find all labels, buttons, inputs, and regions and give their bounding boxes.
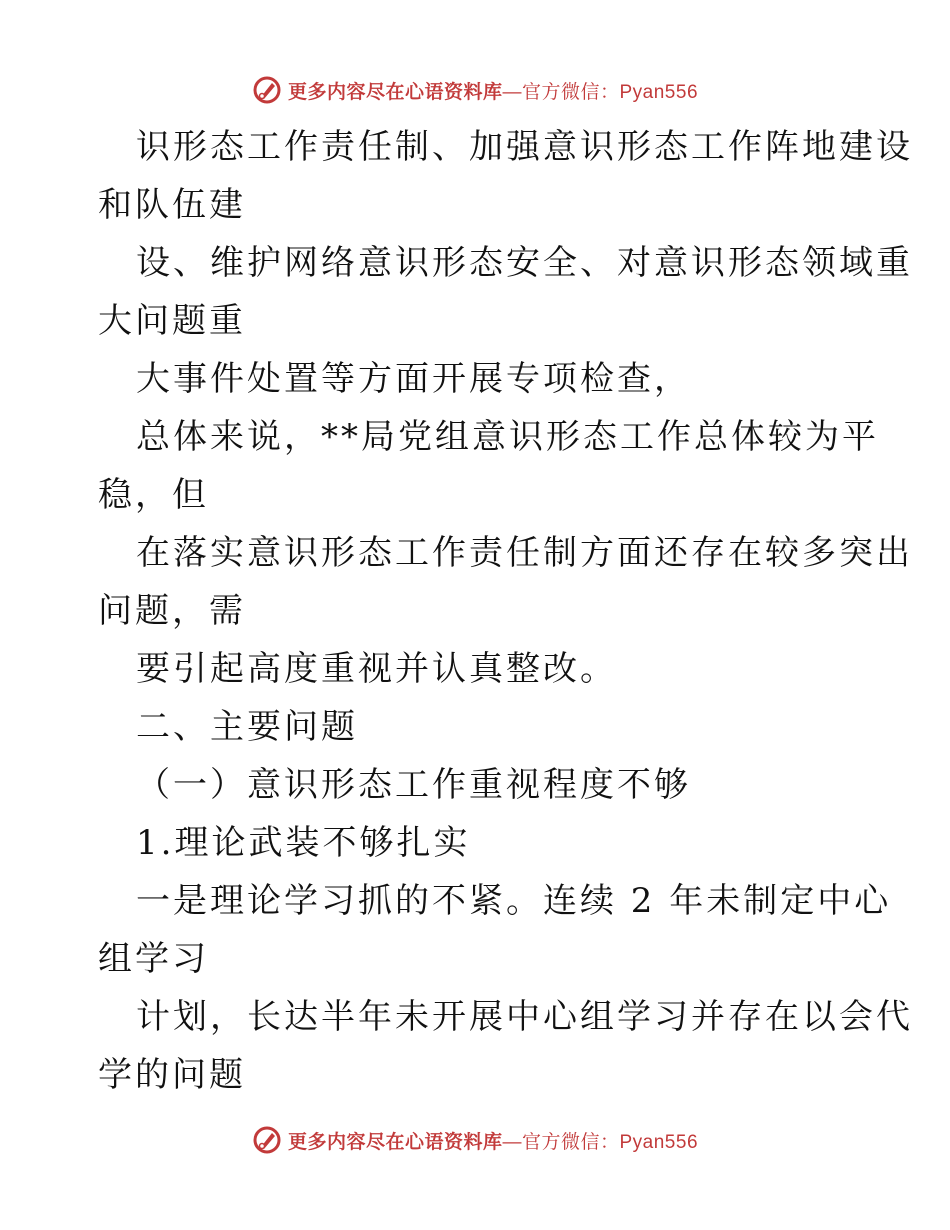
text-line: 一是理论学习抓的不紧。连续 2 年未制定中心 [136, 881, 892, 921]
watermark-wechat-text: —官方微信：Pyan556 [502, 1131, 699, 1153]
watermark-wechat-text: —官方微信：Pyan556 [502, 81, 699, 103]
text-line: 计划，长达半年未开展中心组学习并存在以会代 [136, 997, 913, 1037]
text-line: 识形态工作责任制、加强意识形态工作阵地建设 [136, 127, 913, 167]
header-watermark [0, 70, 950, 110]
footer-watermark [0, 1120, 950, 1160]
text-line: 和队伍建 [98, 185, 246, 225]
brush-pen-logo-icon [252, 1125, 282, 1155]
brush-pen-logo-icon [252, 75, 282, 105]
text-line: 在落实意识形态工作责任制方面还存在较多突出 [136, 533, 913, 573]
text-line: 问题，需 [98, 591, 246, 631]
watermark-brand-text: 更多内容尽在心语资料库 [287, 1130, 503, 1153]
text-line: 大事件处置等方面开展专项检查， [136, 359, 691, 399]
text-line: 稳，但 [98, 475, 209, 515]
text-line: 学的问题 [98, 1055, 246, 1095]
section-heading: 二、主要问题 [136, 707, 358, 747]
item-heading: 1.理论武装不够扎实 [136, 823, 471, 863]
text-line: 设、维护网络意识形态安全、对意识形态领域重 [136, 243, 913, 283]
text-line: 大问题重 [98, 301, 246, 341]
text-line: 组学习 [98, 939, 209, 979]
subsection-heading: （一）意识形态工作重视程度不够 [136, 765, 691, 805]
text-line: 总体来说，**局党组意识形态工作总体较为平 [136, 417, 879, 457]
document-body [98, 118, 913, 1104]
watermark-brand-text: 更多内容尽在心语资料库 [287, 80, 503, 103]
text-line: 要引起高度重视并认真整改。 [136, 649, 617, 689]
